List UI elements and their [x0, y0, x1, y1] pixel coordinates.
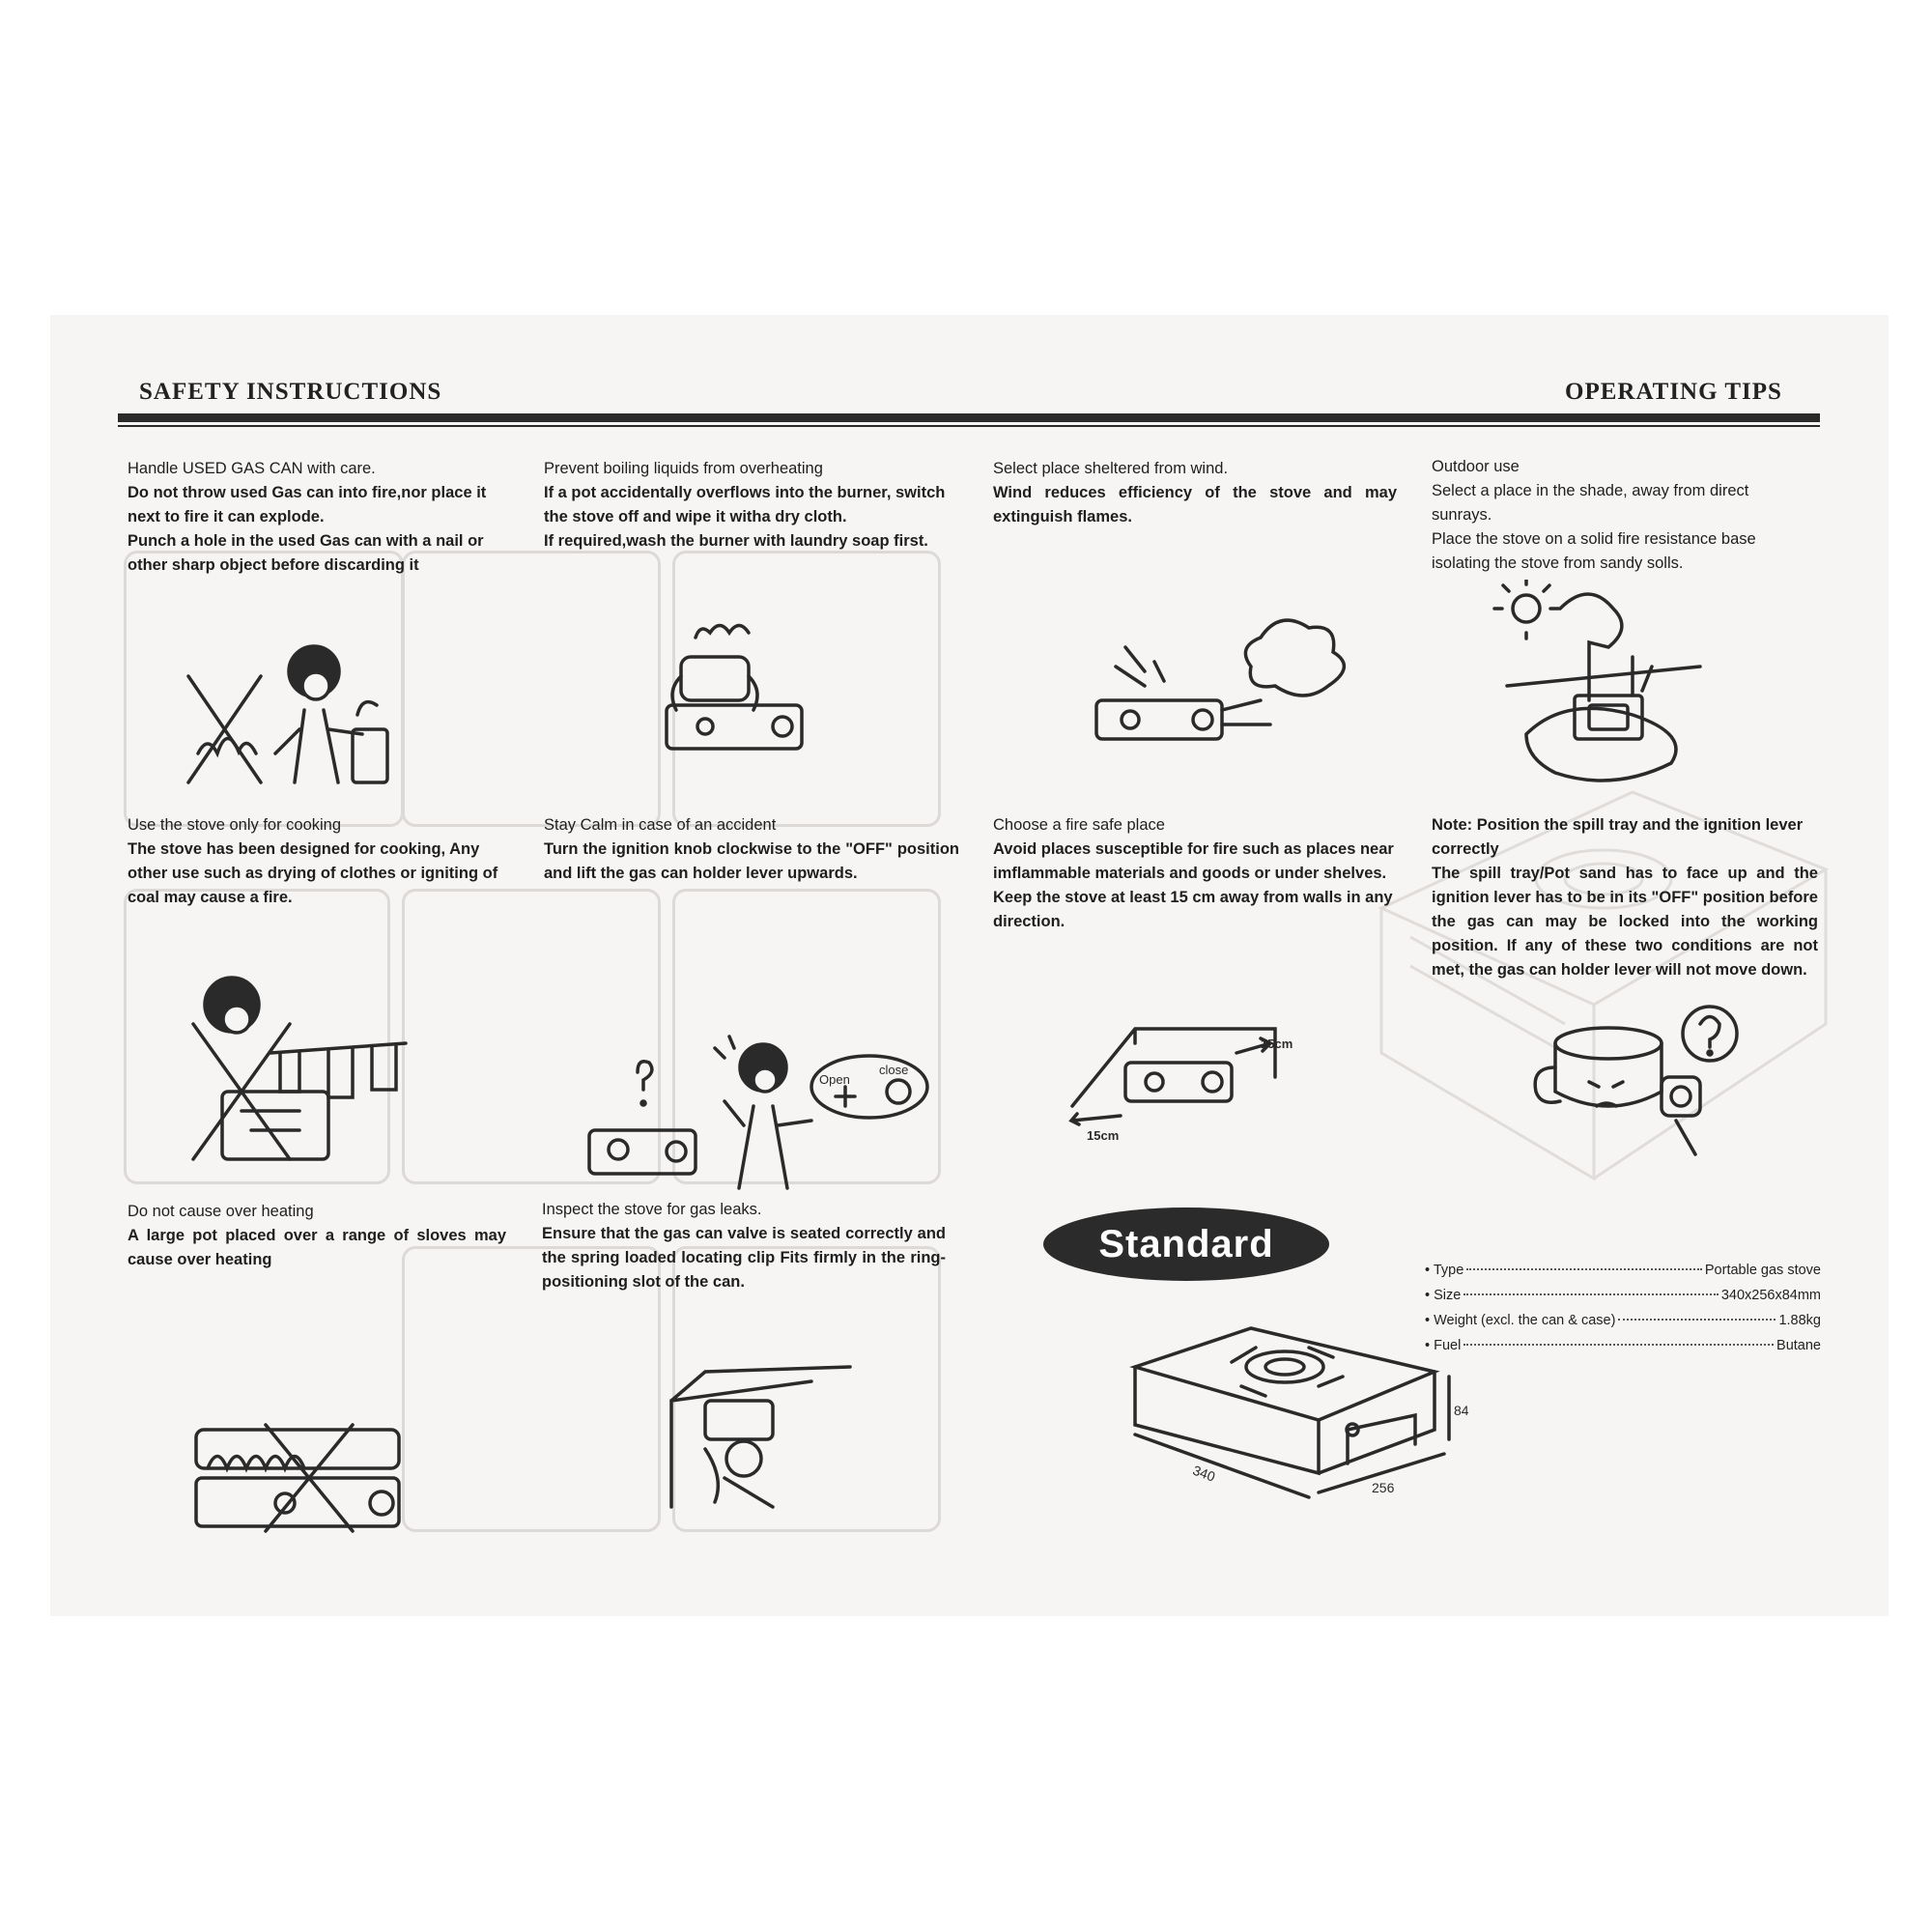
illustration-drying-clothes	[184, 966, 415, 1179]
section-over-heating	[128, 1200, 506, 1272]
clearance-label-bottom: 15cm	[1087, 1128, 1120, 1143]
section-text: Avoid places susceptible for fire such as places near imflammable materials and goods or under shelves.	[993, 840, 1394, 882]
section-text: Punch a hole in the used Gas can with a nail or other sharp object before discarding it	[128, 532, 484, 574]
spec-label: • Size	[1425, 1288, 1462, 1303]
section-text: Select a place in the shade, away from direct sunrays.	[1432, 482, 1749, 524]
section-text: Ensure that the gas can valve is seated correctly and the spring loaded locating clip Fits firmly in the ring-positioning slot of the can.	[542, 1225, 946, 1291]
illustration-boiling-pot	[657, 618, 811, 763]
spec-value: 340x256x84mm	[1720, 1288, 1821, 1303]
section-heading: Select place sheltered from wind.	[993, 460, 1229, 477]
dimension-height: 84	[1454, 1403, 1469, 1418]
dimension-width: 256	[1372, 1480, 1395, 1495]
standard-badge: Standard	[1043, 1208, 1329, 1281]
section-heading: Outdoor use	[1432, 458, 1520, 475]
section-text: Keep the stove at least 15 cm away from walls in any direction.	[993, 889, 1393, 930]
section-text: Do not throw used Gas can into fire,nor place it next to fire it can explode.	[128, 484, 487, 526]
spec-row-type	[1425, 1258, 1821, 1283]
illustration-outdoor-shade	[1488, 580, 1729, 792]
section-text: Wind reduces efficiency of the stove and may extinguish flames.	[993, 484, 1397, 526]
section-heading: Use the stove only for cooking	[128, 816, 342, 834]
section-sheltered-from-wind	[993, 457, 1397, 529]
section-text: The spill tray/Pot sand has to face up and the ignition lever has to be in its "OFF" position before the gas can may be locked into the working position. If any of these two conditions are not met, the gas can holder lever will not move down.	[1432, 865, 1818, 979]
bleed-through-panel	[402, 551, 661, 827]
section-cooking-only	[128, 813, 512, 910]
section-used-gas-can	[128, 457, 506, 578]
safety-instructions-title: SAFETY INSTRUCTIONS	[139, 379, 442, 405]
spec-leader	[1618, 1319, 1776, 1321]
section-text: Place the stove on a solid fire resistance base isolating the stove from sandy solls.	[1432, 530, 1756, 572]
spec-leader	[1466, 1268, 1702, 1270]
section-prevent-boiling	[544, 457, 959, 554]
spec-value: Portable gas stove	[1704, 1263, 1821, 1278]
operating-tips-title: OPERATING TIPS	[1565, 379, 1782, 405]
section-text: The stove has been designed for cooking, Any other use such as drying of clothes or igniting of coal may cause a fire.	[128, 840, 498, 906]
section-stay-calm	[544, 813, 959, 886]
spec-value: Butane	[1776, 1338, 1821, 1353]
section-heading: Note: Position the spill tray and the ignition lever correctly	[1432, 816, 1804, 858]
spec-label: • Fuel	[1425, 1338, 1462, 1353]
illustration-discard-can	[169, 638, 411, 826]
spec-row-weight	[1425, 1308, 1821, 1333]
section-outdoor-use	[1432, 455, 1810, 576]
section-heading: Do not cause over heating	[128, 1203, 314, 1220]
spec-row-fuel	[1425, 1333, 1821, 1358]
dimension-length: 340	[1190, 1462, 1218, 1485]
section-heading: Inspect the stove for gas leaks.	[542, 1201, 762, 1218]
spec-label: • Weight (excl. the can & case)	[1425, 1313, 1616, 1328]
illustration-large-pot-overheating	[188, 1420, 411, 1536]
close-label: close	[879, 1063, 909, 1077]
section-heading: Prevent boiling liquids from overheating	[544, 460, 823, 477]
clearance-label-right: 15cm	[1261, 1037, 1293, 1051]
section-heading: Stay Calm in case of an accident	[544, 816, 777, 834]
open-label: Open	[819, 1072, 850, 1087]
section-text: If a pot accidentally overflows into the burner, switch the stove off and wipe it witha dry cloth.	[544, 484, 946, 526]
section-fire-safe-place	[993, 813, 1399, 934]
spec-label: • Type	[1425, 1263, 1464, 1278]
section-gas-leaks	[542, 1198, 946, 1294]
section-text: If required,wash the burner with laundry soap first.	[544, 532, 928, 550]
illustration-stay-calm	[580, 1034, 947, 1208]
specifications-list	[1425, 1258, 1821, 1358]
spec-row-size	[1425, 1283, 1821, 1308]
spec-leader	[1463, 1344, 1774, 1346]
header-rule-thin	[118, 425, 1820, 427]
spec-leader	[1463, 1293, 1719, 1295]
illustration-confused-pot	[1531, 1005, 1773, 1159]
spec-value: 1.88kg	[1778, 1313, 1821, 1328]
illustration-can-installation	[667, 1362, 860, 1517]
section-spill-tray-note	[1432, 813, 1818, 982]
illustration-wind	[1087, 609, 1357, 753]
illustration-wall-clearance	[1067, 1009, 1319, 1145]
section-text: Turn the ignition knob clockwise to the "OFF" position and lift the gas can holder lever upwards.	[544, 840, 959, 882]
section-heading: Choose a fire safe place	[993, 816, 1165, 834]
header-rule	[118, 413, 1820, 422]
section-heading: Handle USED GAS CAN with care.	[128, 460, 376, 477]
section-text: A large pot placed over a range of sloves may cause over heating	[128, 1227, 506, 1268]
